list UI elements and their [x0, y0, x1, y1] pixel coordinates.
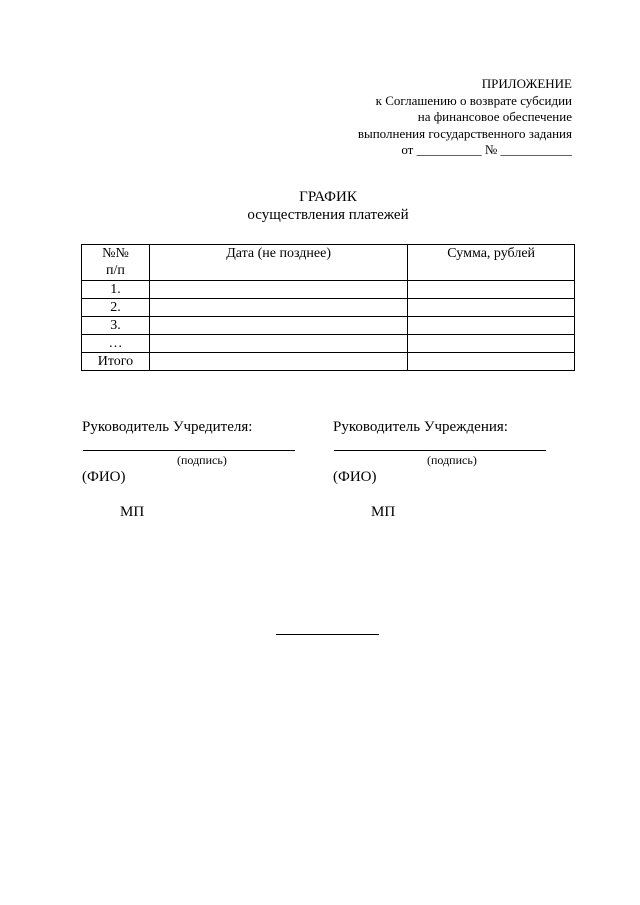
row-number: 2.	[82, 299, 150, 317]
attachment-line-agreement: к Соглашению о возврате субсидии	[375, 92, 572, 108]
founder-signature-line[interactable]	[83, 450, 295, 451]
attachment-line-date-number: от __________ № ___________	[401, 142, 572, 157]
table-row	[82, 335, 575, 353]
row-date-cell[interactable]	[149, 281, 407, 299]
institution-signature-caption: (подпись)	[427, 453, 477, 467]
attachment-header	[358, 76, 572, 159]
total-date-cell[interactable]	[149, 353, 407, 371]
institution-fio-label: (ФИО)	[333, 469, 377, 485]
header-date: Дата (не позднее)	[149, 245, 407, 281]
founder-fio-label: (ФИО)	[82, 469, 126, 485]
bottom-divider-line	[276, 634, 379, 635]
total-label: Итого	[82, 353, 150, 371]
row-amount-cell[interactable]	[408, 317, 575, 335]
row-number: 3.	[82, 317, 150, 335]
payment-schedule-table	[81, 244, 575, 371]
attachment-line-task: выполнения государственного задания	[357, 125, 572, 141]
row-amount-cell[interactable]	[408, 299, 575, 317]
title-heading: ГРАФИК	[299, 189, 357, 205]
institution-signature-line[interactable]	[334, 450, 546, 451]
founder-signature-caption: (подпись)	[177, 453, 227, 467]
attachment-title: ПРИЛОЖЕНИЕ	[481, 76, 572, 91]
header-number	[82, 245, 150, 281]
table-total-row	[82, 353, 575, 371]
document-title	[0, 188, 640, 224]
institution-head-label: Руководитель Учреждения:	[333, 419, 508, 435]
table-row	[82, 281, 575, 299]
row-number: …	[82, 335, 150, 353]
header-amount: Сумма, рублей	[408, 245, 575, 281]
founder-head-label: Руководитель Учредителя:	[82, 419, 253, 435]
row-date-cell[interactable]	[149, 317, 407, 335]
table-row	[82, 317, 575, 335]
row-number: 1.	[82, 281, 150, 299]
row-date-cell[interactable]	[149, 335, 407, 353]
header-number-line2: п/п	[106, 263, 125, 278]
total-amount-cell[interactable]	[408, 353, 575, 371]
row-date-cell[interactable]	[149, 299, 407, 317]
founder-seal-label: МП	[120, 504, 145, 520]
title-subheading: осуществления платежей	[247, 207, 409, 223]
table-row	[82, 299, 575, 317]
row-amount-cell[interactable]	[408, 281, 575, 299]
table-header-row	[82, 245, 575, 281]
attachment-line-purpose: на финансовое обеспечение	[417, 109, 572, 124]
row-amount-cell[interactable]	[408, 335, 575, 353]
header-number-line1: №№	[102, 246, 129, 261]
institution-seal-label: МП	[371, 504, 396, 520]
